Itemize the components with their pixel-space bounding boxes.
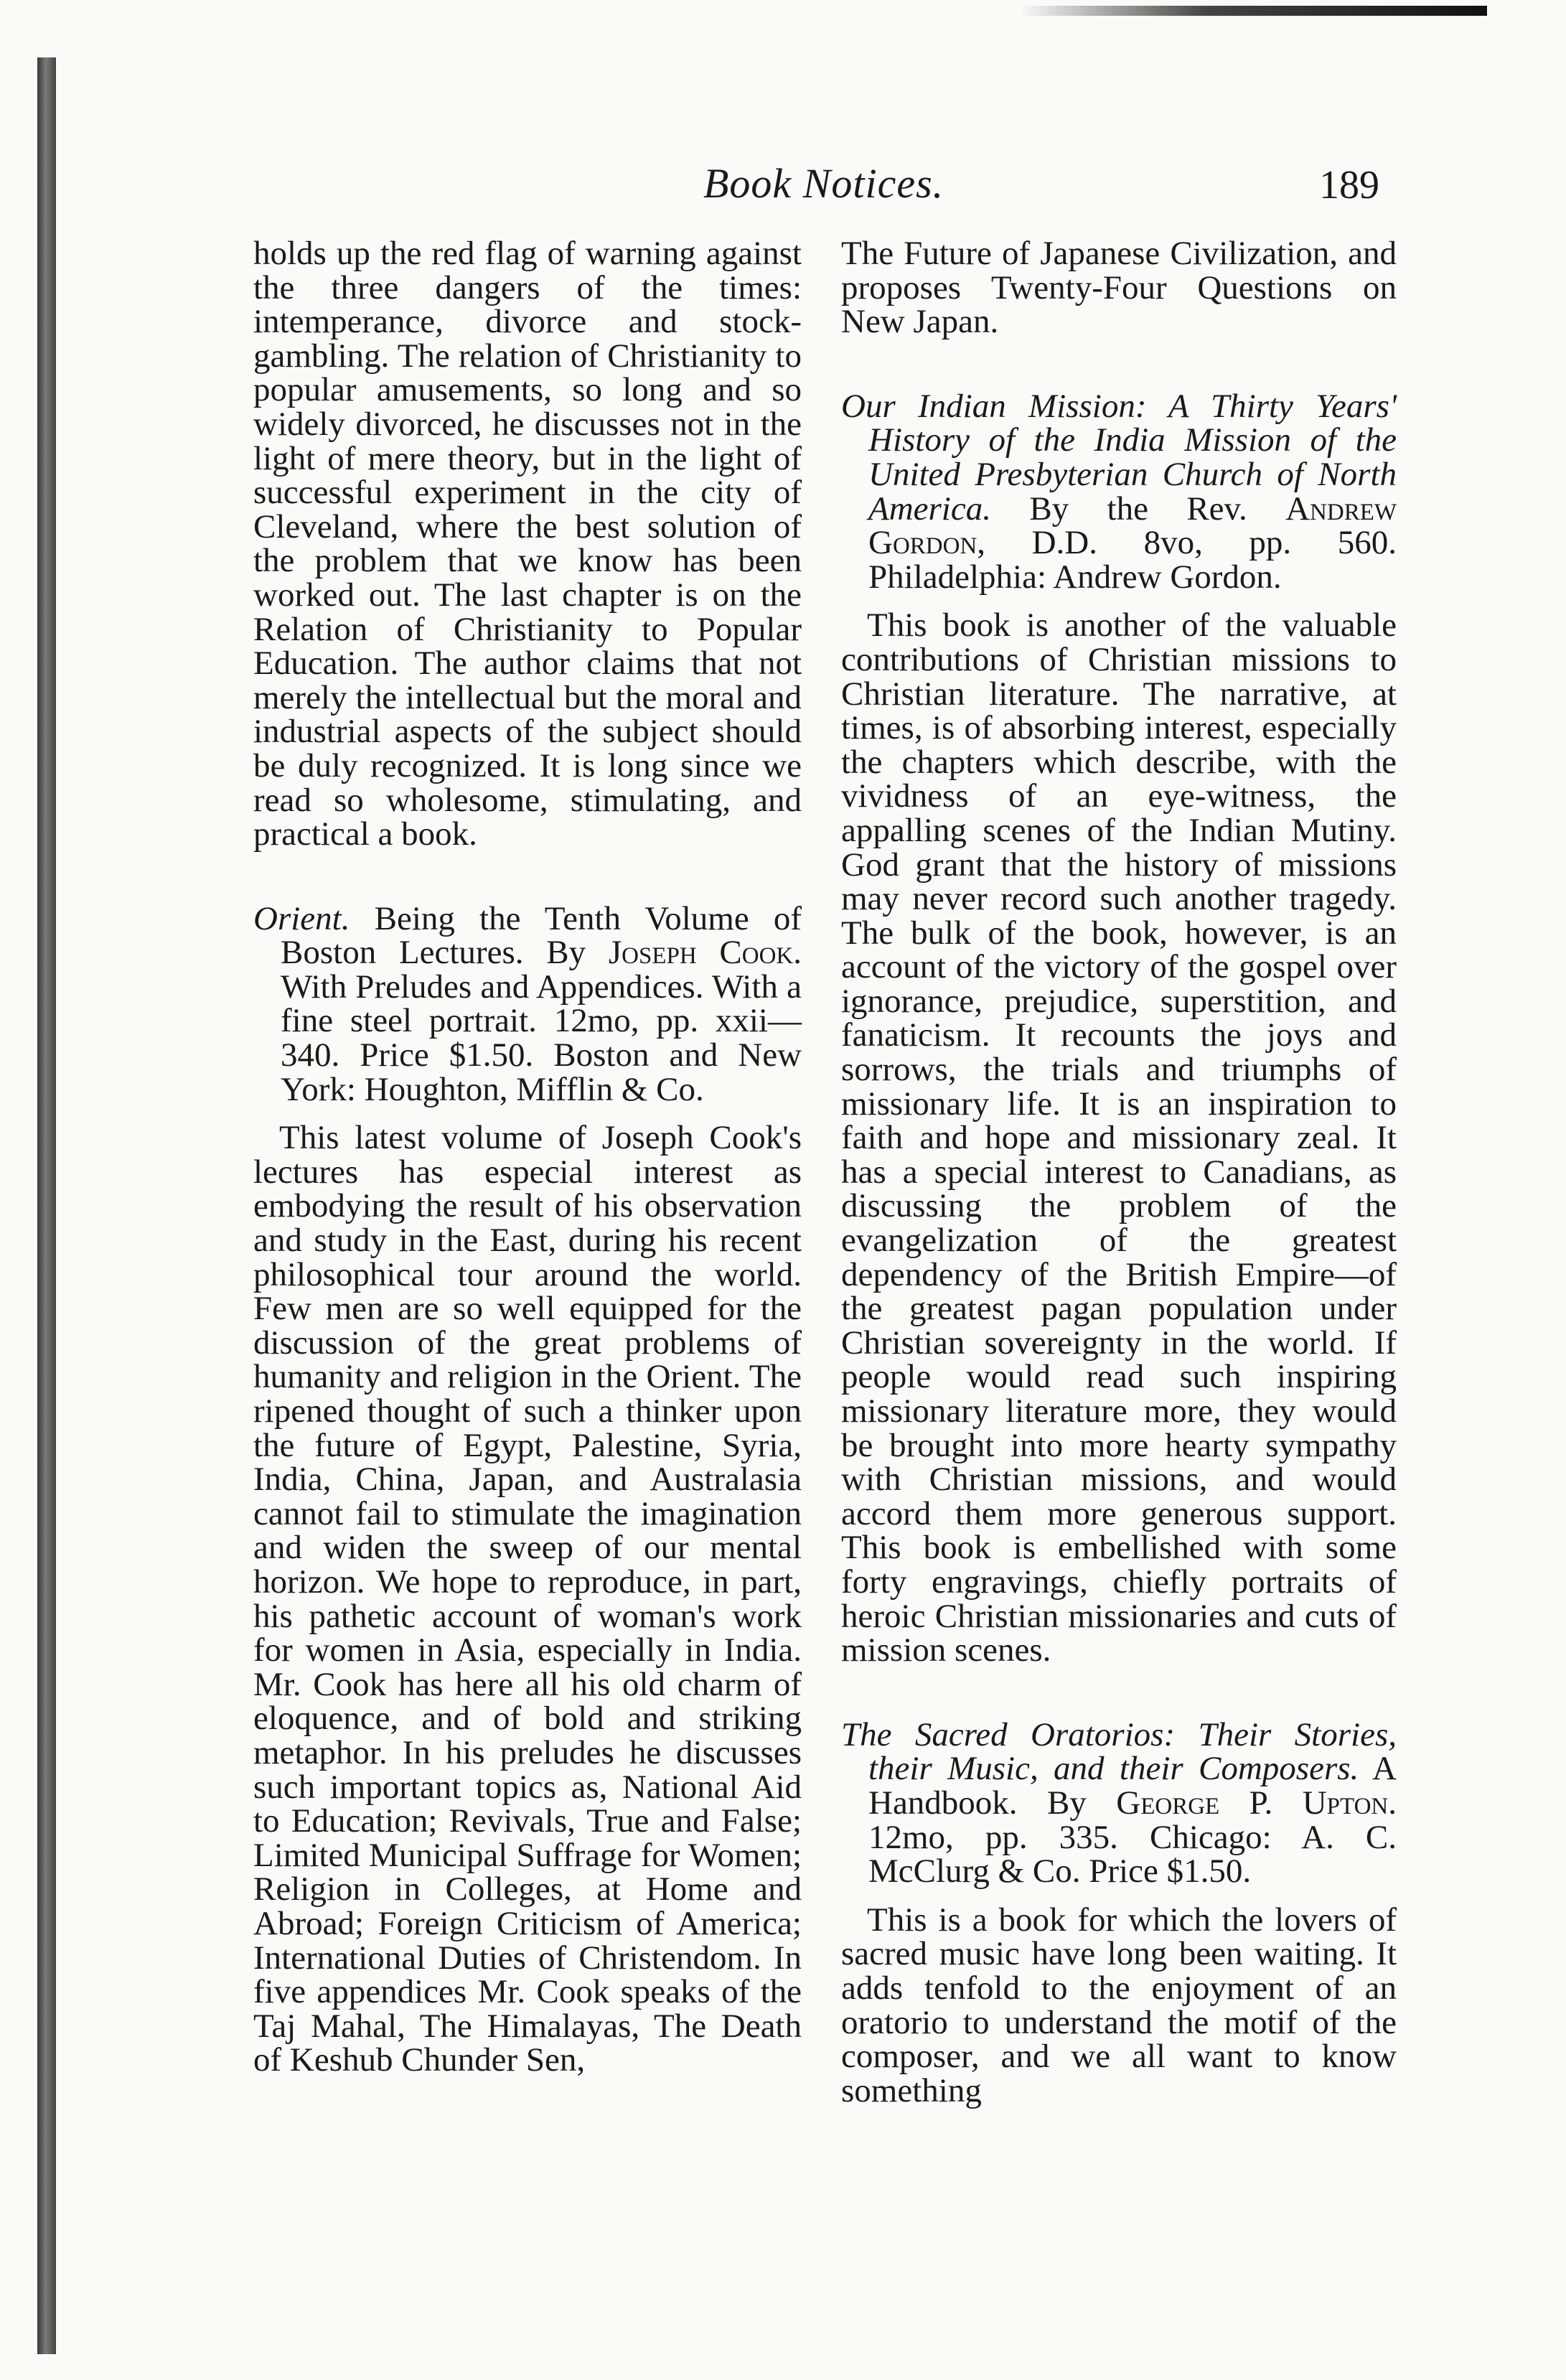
book-title: The Sacred Oratorios: Their Stories, their Music, and their Composers. <box>841 1715 1397 1788</box>
citation-text: 8vo, pp. 560. Philadelphia: Andrew Gordon. <box>868 524 1397 596</box>
citation-text: 12mo, pp. 335. Chicago: A. C. McClurg & Co. Price $1.50. <box>868 1818 1397 1891</box>
notice-citation-sacred-oratorios <box>841 1715 1397 1891</box>
review-paragraph: This latest volume of Joseph Cook's lectures has especial interest as embodying the result of his observation and study in the East, during his recent philosophical tour around the world. Few men are so well equipped for the discussion of the great problems of humanity and religion in the Orient. The ripened thought of such a thinker upon the future of Egypt, Palestine, Syria, India, China, Japan, and Australasia cannot fail to stimulate the imagination and widen the sweep of our mental horizon. We hope to reproduce, in part, his pathetic account of woman's work for women in Asia, especially in India. Mr. Cook has here all his old charm of eloquence, and of bold and striking metaphor. In his preludes he discusses such important topics as, National Aid to Education; Revivals, True and False; Limited Municipal Suffrage for Women; Religion in Colleges, at Home and Abroad; Foreign Criticism of America; International Duties of Christendom. In five appendices Mr. Cook speaks of the Taj Mahal, The Himalayas, The Death of Keshub Chunder Sen, <box>253 1119 802 2079</box>
review-paragraph: This is a book for which the lovers of sacred music have long been waiting. It adds tenfold to the enjoyment of an oratorio to understand the motif of the composer, and we all want to know something <box>841 1901 1397 2109</box>
citation-text: With Preludes and Appendices. With a fine steel portrait. 12mo, pp. xxii—340. Price $1.50. Boston and New York: Houghton, Mifflin & Co. <box>281 968 802 1108</box>
book-title: Orient. <box>253 899 350 937</box>
right-column <box>841 237 1397 2108</box>
author-name: Joseph Cook. <box>608 934 802 972</box>
review-paragraph: This book is another of the valuable contributions of Christian missions to Christian literature. The narrative, at times, is of absorbing interest, especially the chapters which describe, with the vividness of an eye-witness, the appalling scenes of the Indian Mutiny. God grant that the history of missions may never record such another tragedy. The bulk of the book, however, is an account of the victory of the gospel over ignorance, prejudice, superstition, and fanaticism. It recounts the joys and sorrows, the trials and triumphs of missionary life. It is an inspiration to faith and hope and missionary zeal. It has a special interest to Canadians, as discussing the problem of the evangelization of the greatest dependency of the British Empire—of the greatest pagan population under Christian sovereignty in the world. If people would read such inspiring missionary literature more, they would be brought into more hearty sympathy with Christian missions, and would accord them more generous support. This book is embellished with some forty engravings, chiefly portraits of heroic Christian missionaries and cuts of mission scenes. <box>841 606 1397 1669</box>
citation-text: By the Rev. <box>1029 489 1247 528</box>
top-edge-rule <box>1021 6 1487 16</box>
continuation-paragraph: holds up the red flag of warning against the three dangers of the times: intemperance, divorce and stock-gambling. The relation of Christianity to popular amusements, so long and so widely divorced, he discusses not in the light of mere theory, but in the light of successful experiment in the city of Cleveland, where the best solution of the problem that we know has been worked out. The last chapter is on the Relation of Christianity to Popular Education. The author claims that not merely the intellectual but the moral and industrial aspects of the subject should be duly recognized. It is long since we read so wholesome, stimulating, and practical a book. <box>253 235 802 853</box>
running-header: Book Notices. <box>703 160 944 207</box>
notice-citation-orient <box>253 899 802 1108</box>
citation-text: A Handbook. By <box>868 1750 1397 1822</box>
author-name: Andrew Gordon, D.D. <box>868 489 1397 562</box>
left-column <box>253 237 802 2078</box>
citation-text: Being the Tenth Volume of Boston Lectures. By <box>281 899 802 972</box>
page-number: 189 <box>1319 163 1379 207</box>
author-name: George P. Upton. <box>1116 1784 1397 1822</box>
notice-citation-indian-mission <box>841 387 1397 596</box>
book-title: Our Indian Mission: A Thirty Years' History of the India Mission of the United Presbyterian Church of North America. <box>841 387 1397 528</box>
continuation-paragraph: The Future of Japanese Civilization, and proposes Twenty-Four Questions on New Japan. <box>841 235 1397 341</box>
binding-edge <box>37 57 56 2354</box>
